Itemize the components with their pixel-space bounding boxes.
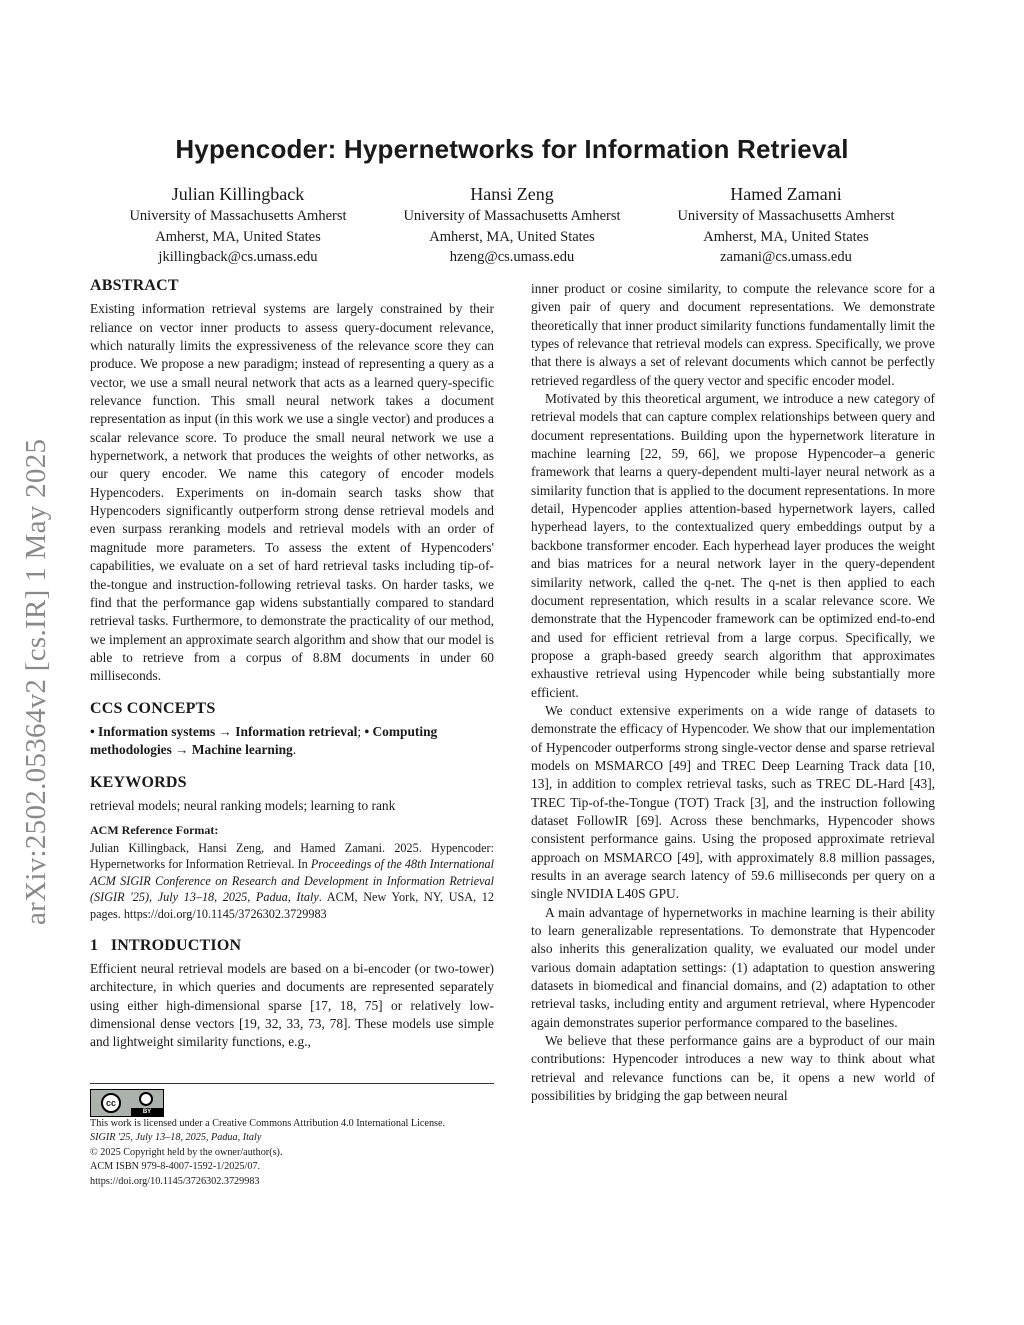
introduction-paragraph: A main advantage of hypernetworks in machine learning is their ability to learn generalizable representations. To demonstrate that Hypencoder also inherits this generalization quality, we evaluated our model under various domain adaptation settings: (1) adaptation to question answering datasets in biomedical and financial domains, and (2) adaptation to other retrieval tasks, including entity and argument retrieval, where Hypencoder again demonstrates superior performance compared to the baselines. [531,904,935,1030]
author-email: jkillingback@cs.umass.edu [158,249,318,265]
author-affiliation: University of Massachusetts Amherst [403,208,621,224]
author-location: Amherst, MA, United States [429,228,595,245]
doi-link[interactable]: https://doi.org/10.1145/3726302.3729983 [90,1175,260,1187]
author-location: Amherst, MA, United States [155,228,321,245]
author-block [98,182,378,268]
footnote [90,1117,500,1189]
author-block [646,182,926,268]
left-column [90,277,494,1052]
copyright-text: © 2025 Copyright held by the owner/author(s). [90,1146,283,1158]
introduction-paragraph: We believe that these performance gains are a byproduct of our main contributions: Hypencoder introduces a new way to think about what retrieval and relevance functions can be, it opens a new world of possibilities by bridging the gap between neural [531,1033,935,1104]
author-location: Amherst, MA, United States [703,228,869,245]
cc-by-license-icon: cc BY [90,1089,164,1117]
isbn-text: ACM ISBN 979-8-4007-1592-1/2025/07. [90,1161,261,1173]
author-email: hzeng@cs.umass.edu [449,249,575,265]
keywords-text: retrieval models; neural ranking models; learning to rank [90,797,396,813]
author-email: zamani@cs.umass.edu [720,249,852,265]
introduction-paragraph: Motivated by this theoretical argument, we introduce a new category of retrieval models that can capture complex relationships between query and document representations. Building upon the hypernetwork literature in machine learning [22, 59, 66], we propose Hypencoder–a generic framework that learns a query-dependent multi-layer neural network as a similarity function that is applied to the document representations. In more detail, Hypencoder applies attention-based hypernetwork layers, called hyperhead layers, to the contextualized query embeddings output by a backbone transformer encoder. Each hyperhead layer produces the weight and bias matrices for a neural network layer in the query-dependent similarity network, called the q-net. The q-net is then applied to each document representation, which results in a scalar relevance score. We demonstrate that the Hypencoder framework can be optimized end-to-end and used for efficient retrieval from a large corpus. Specifically, we propose a graph-based greedy search algorithm that approximates exhaustive retrieval using Hypencoder while being substantially more efficient. [531,391,935,700]
paper-title: Hypencoder: Hypernetworks for Information Retrieval [175,134,849,164]
author-affiliation: University of Massachusetts Amherst [677,208,895,224]
introduction-paragraph: inner product or cosine similarity, to compute the relevance score for a given pair of query and document representations. We demonstrate theoretically that inner product similarity functions fundamentally limit the types of relevance that retrieval models can express. Specifically, we prove that there is always a set of relevant documents which cannot be perfectly retrieved regardless of the query vector and specific encoder model. [531,281,935,388]
arxiv-identifier: arXiv:2502.05364v2 [cs.IR] 1 May 2025 [20,438,52,925]
introduction-paragraph: We conduct extensive experiments on a wide range of datasets to demonstrate the efficacy of Hypencoder. We show that our implementation of Hypencoder outperforms strong single-vector dense and sparse retrieval models on MSMARCO [49] and TREC Deep Learning Track data [10, 13], in addition to complex retrieval tasks, such as TREC DL-Hard [43], TREC Tip-of-the-Tongue (TOT) Track [3], and the instruction following dataset FollowIR [69]. Across these benchmarks, Hypencoder shows consistent performance gains. Using the proposed approximate retrieval approach on MSMARCO [49], with approximately 8.8 million passages, results in an average search latency of 59.6 milliseconds per query on a single NVIDIA L40S GPU. [531,702,935,902]
reference-format-heading: ACM Reference Format: [90,823,219,838]
abstract-text: Existing information retrieval systems are largely constrained by their reliance on vector inner products to assess query-document relevance, which naturally limits the expressiveness of the relevance score they can produce. We propose a new paradigm; instead of representing a query as a vector, we use a small neural network that acts as a learned query-specific relevance function. This small neural network takes a document representation as input (in this work we use a single vector) and produces a scalar relevance score. To produce the small neural network we use a hypernetwork, a network that produces the weights of other networks, as our query encoder. We name this category of encoder models Hypencoders. Experiments on in-domain search tasks show that Hypencoders significantly outperform strong dense retrieval models and even surpass reranking models and retrieval models with an order of magnitude more parameters. To assess the extent of Hypencoders' capabilities, we evaluate on a set of hard retrieval tasks including tip-of-the-tongue and instruction-following retrieval tasks. On harder tasks, we find that the performance gap widens substantially compared to standard retrieval tasks. Furthermore, to demonstrate the practicality of our method, we implement an approximate search algorithm and show that our model is able to retrieve from a corpus of 8.8M documents in under 60 milliseconds. [90,301,494,684]
author-block [372,182,652,268]
footnote-divider [90,1083,494,1084]
introduction-heading: 1 INTRODUCTION [90,936,242,954]
ccs-heading: CCS CONCEPTS [90,699,216,717]
author-name: Hansi Zeng [470,184,554,204]
introduction-paragraph: Efficient neural retrieval models are based on a bi-encoder (or two-tower) architecture, in which queries and documents are represented separately using either high-dimensional sparse [17, 18, 75] or relatively low-dimensional dense vectors [19, 32, 33, 73, 78]. These models use simple and lightweight similarity functions, e.g., [90,960,494,1050]
keywords-heading: KEYWORDS [90,773,187,791]
venue-text: SIGIR '25, July 13–18, 2025, Padua, Italy [90,1132,262,1144]
reference-format-text: Julian Killingback, Hansi Zeng, and Hamed Zamani. 2025. Hypencoder: Hypernetworks for Information Retrieval. In Proceedings of the 48th International ACM SIGIR Conference on Research and Development in Information Retrieval (SIGIR '25), July 13–18, 2025, Padua, Italy. ACM, New York, NY, USA, 12 pages. https://doi.org/10.1145/3726302.3729983 [90,840,494,921]
ccs-concept: • Information systems → Information retrieval [90,723,358,739]
author-affiliation: University of Massachusetts Amherst [129,208,347,224]
ccs-concept: • Computing methodologies → Machine learning [90,723,438,758]
ccs-concepts: • Information systems → Information retrieval; • Computing methodologies → Machine learning. [90,723,438,758]
right-column [531,280,935,1105]
author-name: Hamed Zamani [730,184,842,204]
abstract-heading: ABSTRACT [90,277,179,294]
license-text: This work is licensed under a Creative Commons Attribution 4.0 International License. [90,1118,446,1129]
author-name: Julian Killingback [171,184,305,204]
